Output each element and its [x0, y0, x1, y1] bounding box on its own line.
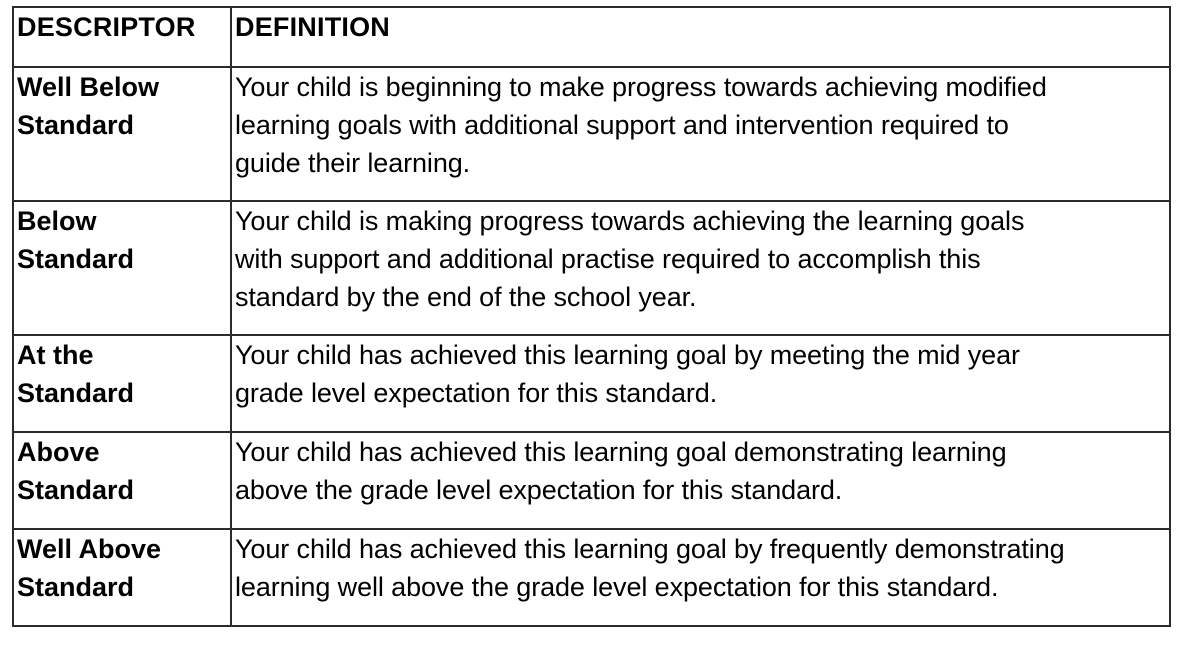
descriptor-cell [13, 335, 231, 432]
definition-cell [231, 432, 1170, 529]
definition-line: grade level expectation for this standard. [235, 378, 718, 408]
definition-cell [231, 529, 1170, 626]
table-row-well-below-standard [13, 67, 1170, 201]
definition-line: above the grade level expectation for this standard. [235, 475, 843, 505]
definition-cell [231, 335, 1170, 432]
descriptor-cell [13, 529, 231, 626]
definition-cell [231, 201, 1170, 335]
definition-line: learning goals with additional support and intervention required to [235, 110, 1009, 140]
definition-line: Your child has achieved this learning goal by meeting the mid year [235, 340, 1020, 370]
descriptor-line: Standard [17, 475, 135, 505]
descriptor-line: Standard [17, 244, 135, 274]
definition-cell [231, 67, 1170, 201]
descriptor-line: Standard [17, 110, 135, 140]
definition-line: with support and additional practise required to accomplish this [235, 244, 981, 274]
definition-line: Your child has achieved this learning goal demonstrating learning [235, 437, 1007, 467]
descriptor-line: Below [17, 206, 97, 236]
descriptor-line: Standard [17, 378, 135, 408]
definition-column-header: DEFINITION [231, 7, 1170, 67]
definition-line: Your child has achieved this learning goal by frequently demonstrating [235, 534, 1065, 564]
descriptor-line: At the [17, 340, 94, 370]
definition-line: guide their learning. [235, 148, 471, 178]
descriptor-cell [13, 201, 231, 335]
definition-line: Your child is making progress towards achieving the learning goals [235, 206, 1025, 236]
definition-line: standard by the end of the school year. [235, 282, 697, 312]
definition-line: Your child is beginning to make progress towards achieving modified [235, 72, 1047, 102]
table-row-below-standard [13, 201, 1170, 335]
table-row-at-the-standard [13, 335, 1170, 432]
table-header-row [13, 7, 1170, 67]
descriptor-definition-table [12, 6, 1171, 627]
descriptor-line: Standard [17, 572, 135, 602]
table-row-above-standard [13, 432, 1170, 529]
descriptor-line: Well Above [17, 534, 162, 564]
descriptor-line: Above [17, 437, 100, 467]
descriptor-cell [13, 67, 231, 201]
descriptor-cell [13, 432, 231, 529]
definition-line: learning well above the grade level expectation for this standard. [235, 572, 999, 602]
descriptor-line: Well Below [17, 72, 160, 102]
table-row-well-above-standard [13, 529, 1170, 626]
descriptor-column-header: DESCRIPTOR [13, 7, 231, 67]
